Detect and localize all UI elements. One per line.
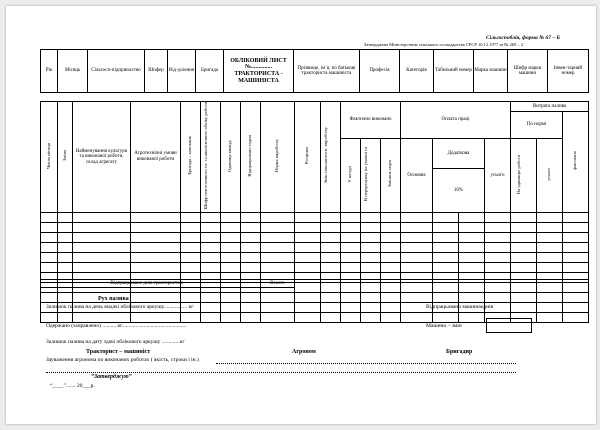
doc-title-line1: ОБЛІКОВИЙ ЛИСТ bbox=[230, 57, 287, 64]
table-cell[interactable] bbox=[381, 242, 401, 252]
table-cell[interactable] bbox=[181, 312, 201, 322]
approval-date: “____”....... 20___р. bbox=[50, 383, 95, 389]
hdr-zmin: Змін сільськогосп. виробітку bbox=[322, 127, 328, 184]
table-cell[interactable] bbox=[321, 222, 341, 232]
table-cell[interactable] bbox=[341, 222, 361, 232]
hdr-usogo2: усього bbox=[546, 167, 552, 181]
table-cell[interactable] bbox=[511, 292, 537, 302]
table-cell[interactable] bbox=[261, 222, 295, 232]
table-cell[interactable] bbox=[261, 312, 295, 322]
table-cell[interactable] bbox=[58, 232, 73, 242]
table-cell[interactable] bbox=[433, 222, 459, 232]
table-cell[interactable] bbox=[241, 262, 261, 272]
table-cell[interactable] bbox=[295, 232, 321, 242]
table-cell[interactable] bbox=[381, 292, 401, 302]
approval-note: Затверджена Міністерством сільського господарства СРСР 10.12.1977 за № 269 – 2 bbox=[364, 42, 524, 47]
table-cell[interactable] bbox=[221, 262, 241, 272]
table-cell[interactable] bbox=[261, 302, 295, 312]
table-cell[interactable] bbox=[401, 262, 433, 272]
table-cell[interactable] bbox=[563, 222, 589, 232]
table-cell[interactable] bbox=[381, 262, 401, 272]
table-cell[interactable] bbox=[361, 262, 381, 272]
table-cell[interactable] bbox=[321, 252, 341, 262]
table-cell[interactable] bbox=[131, 262, 181, 272]
table-cell[interactable] bbox=[241, 292, 261, 302]
form-name: Сільгоспоблік, форма № 67 – Б bbox=[486, 35, 561, 41]
hdr-osnovna: Основна bbox=[401, 138, 433, 212]
top-col-marka: Марка машини bbox=[474, 50, 508, 93]
table-cell[interactable] bbox=[341, 242, 361, 252]
table-cell[interactable] bbox=[563, 212, 589, 222]
table-cell[interactable] bbox=[181, 222, 201, 232]
table-cell[interactable] bbox=[41, 212, 58, 222]
table-cell[interactable] bbox=[381, 212, 401, 222]
table-cell[interactable] bbox=[201, 242, 221, 252]
hdr-bryg: Бригада – замовник bbox=[187, 136, 193, 176]
table-cell[interactable] bbox=[537, 252, 563, 262]
machine-shifts: Машино – змін bbox=[426, 323, 462, 329]
table-cell[interactable] bbox=[459, 242, 485, 252]
table-cell[interactable] bbox=[221, 302, 241, 312]
table-cell[interactable] bbox=[433, 232, 459, 242]
top-col-inv: Інвен-тарний номер bbox=[548, 50, 589, 93]
top-col-shofer: Шофер bbox=[145, 50, 168, 93]
table-cell[interactable] bbox=[181, 262, 201, 272]
sig-agronom: Агроном bbox=[292, 349, 316, 355]
table-cell[interactable] bbox=[261, 292, 295, 302]
table-cell[interactable] bbox=[341, 292, 361, 302]
top-col-viddil: Від-ділення bbox=[168, 50, 196, 93]
table-cell[interactable] bbox=[221, 252, 241, 262]
table-cell[interactable] bbox=[295, 212, 321, 222]
table-cell[interactable] bbox=[459, 292, 485, 302]
table-cell[interactable] bbox=[241, 212, 261, 222]
hdr-fakt: Фактично виконано bbox=[341, 102, 401, 139]
hdr-shyfr: Шифр синтетичного сл. та аналітичного обліку роботи bbox=[202, 102, 208, 210]
table-cell[interactable] bbox=[73, 212, 131, 222]
table-cell[interactable] bbox=[131, 312, 181, 322]
table-cell[interactable] bbox=[341, 212, 361, 222]
hdr-oplata: Оплата праці bbox=[401, 102, 511, 139]
table-cell[interactable] bbox=[131, 242, 181, 252]
table-cell[interactable] bbox=[241, 302, 261, 312]
top-col-misyats: Місяць bbox=[58, 50, 88, 93]
fuel-title: Рух палива bbox=[98, 296, 129, 302]
table-cell[interactable] bbox=[459, 262, 485, 272]
table-cell[interactable] bbox=[321, 232, 341, 242]
hdr-vidprac: Відпрацьовано годин bbox=[247, 134, 253, 177]
main-table bbox=[40, 101, 589, 323]
table-cell[interactable] bbox=[131, 232, 181, 242]
table-cell[interactable] bbox=[201, 302, 221, 312]
table-cell[interactable] bbox=[341, 312, 361, 322]
table-cell[interactable] bbox=[537, 302, 563, 312]
table-cell[interactable] bbox=[459, 222, 485, 232]
table-cell[interactable] bbox=[73, 262, 131, 272]
table-cell[interactable] bbox=[41, 262, 58, 272]
hdr-10: 10% bbox=[433, 169, 485, 213]
table-cell[interactable] bbox=[459, 312, 485, 322]
table-row bbox=[41, 262, 589, 272]
table-cell[interactable] bbox=[401, 292, 433, 302]
table-cell[interactable] bbox=[341, 232, 361, 242]
document-page bbox=[6, 6, 596, 424]
table-cell[interactable] bbox=[221, 222, 241, 232]
table-cell[interactable] bbox=[73, 232, 131, 242]
table-cell[interactable] bbox=[241, 232, 261, 242]
table-cell[interactable] bbox=[261, 212, 295, 222]
table-cell[interactable] bbox=[321, 292, 341, 302]
machine-shifts-box[interactable] bbox=[486, 318, 532, 333]
hdr-name: Найменування культури та виконаної роботи, склад агрегату bbox=[73, 102, 131, 213]
table-cell[interactable] bbox=[58, 242, 73, 252]
table-cell[interactable] bbox=[459, 212, 485, 222]
hdr-data: Числа місяця bbox=[45, 142, 51, 169]
table-cell[interactable] bbox=[181, 232, 201, 242]
table-cell[interactable] bbox=[221, 232, 241, 242]
table-cell[interactable] bbox=[563, 312, 589, 322]
table-cell[interactable] bbox=[41, 242, 58, 252]
table-cell[interactable] bbox=[221, 312, 241, 322]
hdr-fakt-a: У натурі bbox=[347, 165, 353, 183]
table-cell[interactable] bbox=[321, 312, 341, 322]
table-cell[interactable] bbox=[201, 292, 221, 302]
table-cell[interactable] bbox=[295, 262, 321, 272]
table-cell[interactable] bbox=[41, 232, 58, 242]
table-cell[interactable] bbox=[361, 242, 381, 252]
table-cell[interactable] bbox=[41, 292, 58, 302]
doc-title-line3: ТРАКТОРИСТА - bbox=[234, 71, 283, 77]
doc-title-line2: №.............. bbox=[244, 64, 273, 71]
hdr-umovy: Агротехнічні умови виконаної роботи bbox=[131, 102, 181, 213]
table-cell[interactable] bbox=[41, 312, 58, 322]
table-cell[interactable] bbox=[341, 252, 361, 262]
table-cell[interactable] bbox=[131, 252, 181, 262]
table-cell[interactable] bbox=[241, 222, 261, 232]
footer-worked-days: Відпрацьовано днів трактористом bbox=[73, 280, 221, 288]
hdr-fakt-c: Змінних норм bbox=[387, 160, 393, 188]
table-cell[interactable] bbox=[131, 212, 181, 222]
table-cell[interactable] bbox=[401, 232, 433, 242]
table-cell[interactable] bbox=[341, 262, 361, 272]
table-cell[interactable] bbox=[485, 262, 511, 272]
hdr-zmina: Зміна bbox=[61, 150, 67, 162]
hdr-vytraty: Витрата палива bbox=[511, 102, 589, 112]
table-cell[interactable] bbox=[73, 242, 131, 252]
sig-bryhadyr: Бригадир bbox=[446, 349, 473, 355]
table-cell[interactable] bbox=[58, 252, 73, 262]
hdr-norma: Норма виробітку bbox=[274, 139, 280, 173]
fuel-remain-issue: Залишок палива на день видачі облікового аркушу................. кг bbox=[46, 304, 194, 310]
table-cell[interactable] bbox=[537, 212, 563, 222]
table-cell[interactable] bbox=[401, 252, 433, 262]
table-cell[interactable] bbox=[321, 302, 341, 312]
table-cell[interactable] bbox=[58, 312, 73, 322]
table-row bbox=[41, 242, 589, 252]
machine-days: Відпрацьовано машинаоднів bbox=[426, 304, 494, 310]
table-cell[interactable] bbox=[41, 222, 58, 232]
table-cell[interactable] bbox=[563, 302, 589, 312]
table-cell[interactable] bbox=[361, 212, 381, 222]
table-cell[interactable] bbox=[459, 252, 485, 262]
table-cell[interactable] bbox=[321, 262, 341, 272]
table-cell[interactable] bbox=[261, 232, 295, 242]
hdr-usogo: усього bbox=[485, 138, 511, 212]
table-cell[interactable] bbox=[511, 252, 537, 262]
table-cell[interactable] bbox=[537, 242, 563, 252]
table-cell[interactable] bbox=[241, 252, 261, 262]
table-cell[interactable] bbox=[381, 222, 401, 232]
table-cell[interactable] bbox=[563, 262, 589, 272]
table-cell[interactable] bbox=[295, 302, 321, 312]
top-col-bryhada: Бригада bbox=[196, 50, 224, 93]
table-cell[interactable] bbox=[511, 302, 537, 312]
table-row bbox=[41, 232, 589, 242]
table-cell[interactable] bbox=[361, 222, 381, 232]
fuel-remain-return: Залишок палива на дату здачі облікового аркушу .............кг bbox=[46, 339, 185, 345]
doc-title-line4: МАШИНІСТА bbox=[238, 77, 279, 84]
table-cell[interactable] bbox=[201, 312, 221, 322]
table-cell[interactable] bbox=[381, 302, 401, 312]
top-col-kategoriya: Категорія bbox=[400, 50, 434, 93]
doc-title bbox=[224, 50, 294, 93]
table-cell[interactable] bbox=[201, 262, 221, 272]
top-col-shyfr: Шифр марки машини bbox=[508, 50, 548, 93]
table-cell[interactable] bbox=[511, 212, 537, 222]
fuel-received: Одержано (заправлено) .......... кг............................................... bbox=[46, 323, 187, 329]
table-cell[interactable] bbox=[433, 262, 459, 272]
table-cell[interactable] bbox=[131, 292, 181, 302]
table-cell[interactable] bbox=[485, 292, 511, 302]
table-cell[interactable] bbox=[73, 312, 131, 322]
table-cell[interactable] bbox=[563, 252, 589, 262]
table-cell[interactable] bbox=[485, 212, 511, 222]
table-cell[interactable] bbox=[563, 292, 589, 302]
hdr-faktychno: фактично bbox=[572, 151, 578, 171]
hdr-po-normi: По нормі bbox=[511, 112, 563, 139]
table-cell[interactable] bbox=[201, 222, 221, 232]
table-cell[interactable] bbox=[361, 232, 381, 242]
table-cell[interactable] bbox=[261, 262, 295, 272]
sig-tractor: Тракторист – машиніст bbox=[86, 349, 151, 355]
table-cell[interactable] bbox=[401, 242, 433, 252]
table-row bbox=[41, 222, 589, 232]
table-cell[interactable] bbox=[73, 252, 131, 262]
table-cell[interactable] bbox=[295, 242, 321, 252]
table-cell[interactable] bbox=[433, 212, 459, 222]
remarks-line-2[interactable] bbox=[46, 372, 516, 373]
table-cell[interactable] bbox=[537, 262, 563, 272]
agronom-remarks: Зауваження агронома по виконаних роботах ( якість, строки і ін.) bbox=[46, 357, 199, 363]
table-row bbox=[41, 212, 589, 222]
hdr-rozc: Розцінка bbox=[304, 147, 310, 165]
table-cell[interactable] bbox=[201, 252, 221, 262]
table-cell[interactable] bbox=[381, 252, 401, 262]
table-cell[interactable] bbox=[563, 232, 589, 242]
table-cell[interactable] bbox=[201, 212, 221, 222]
hdr-dodatkova: Додаткова bbox=[433, 138, 485, 168]
table-cell[interactable] bbox=[511, 232, 537, 242]
table-cell[interactable] bbox=[181, 242, 201, 252]
table-cell[interactable] bbox=[181, 212, 201, 222]
table-row bbox=[41, 252, 589, 262]
table-cell[interactable] bbox=[401, 312, 433, 322]
top-col-tabel: Табельний номер bbox=[434, 50, 474, 93]
approved-label: “Затверджую” bbox=[91, 374, 132, 380]
table-cell[interactable] bbox=[381, 312, 401, 322]
table-cell[interactable] bbox=[361, 312, 381, 322]
hdr-fakt-b: В перерахунку на умовні га bbox=[362, 147, 368, 202]
table-cell[interactable] bbox=[58, 222, 73, 232]
top-col-rik: Рік bbox=[41, 50, 58, 93]
table-cell[interactable] bbox=[295, 292, 321, 302]
table-cell[interactable] bbox=[295, 312, 321, 322]
table-cell[interactable] bbox=[485, 232, 511, 242]
table-cell[interactable] bbox=[295, 252, 321, 262]
table-cell[interactable] bbox=[181, 292, 201, 302]
top-col-pib: Прізвище, ім`я, по батькові тракториста машиніста bbox=[294, 50, 360, 93]
table-cell[interactable] bbox=[485, 252, 511, 262]
table-cell[interactable] bbox=[241, 312, 261, 322]
table-cell[interactable] bbox=[511, 242, 537, 252]
table-cell[interactable] bbox=[321, 212, 341, 222]
table-cell[interactable] bbox=[261, 252, 295, 262]
hdr-odyn: Одиниця виміру bbox=[227, 139, 233, 172]
footer-total: Всього bbox=[261, 280, 295, 288]
table-cell[interactable] bbox=[361, 252, 381, 262]
top-table bbox=[40, 49, 589, 93]
table-cell[interactable] bbox=[261, 242, 295, 252]
table-cell[interactable] bbox=[433, 292, 459, 302]
table-cell[interactable] bbox=[563, 242, 589, 252]
table-cell[interactable] bbox=[221, 242, 241, 252]
table-cell[interactable] bbox=[58, 212, 73, 222]
table-cell[interactable] bbox=[73, 222, 131, 232]
table-cell[interactable] bbox=[41, 252, 58, 262]
table-cell[interactable] bbox=[401, 222, 433, 232]
table-cell[interactable] bbox=[58, 292, 73, 302]
main-table-footer bbox=[40, 279, 589, 288]
table-cell[interactable] bbox=[537, 292, 563, 302]
table-cell[interactable] bbox=[511, 262, 537, 272]
table-cell[interactable] bbox=[537, 222, 563, 232]
table-cell[interactable] bbox=[361, 292, 381, 302]
table-cell[interactable] bbox=[221, 292, 241, 302]
table-cell[interactable] bbox=[201, 232, 221, 242]
table-cell[interactable] bbox=[537, 312, 563, 322]
table-cell[interactable] bbox=[485, 222, 511, 232]
table-cell[interactable] bbox=[433, 252, 459, 262]
table-cell[interactable] bbox=[131, 222, 181, 232]
table-cell[interactable] bbox=[381, 232, 401, 242]
remarks-line-1[interactable] bbox=[216, 363, 516, 364]
table-cell[interactable] bbox=[433, 312, 459, 322]
table-cell[interactable] bbox=[459, 232, 485, 242]
table-cell[interactable] bbox=[511, 222, 537, 232]
hdr-na-odyn: На одиницю роботи bbox=[515, 154, 521, 194]
table-cell[interactable] bbox=[221, 212, 241, 222]
table-cell[interactable] bbox=[321, 242, 341, 252]
table-cell[interactable] bbox=[181, 252, 201, 262]
top-col-profesiya: Професія bbox=[360, 50, 400, 93]
table-cell[interactable] bbox=[241, 242, 261, 252]
table-cell[interactable] bbox=[58, 262, 73, 272]
table-cell[interactable] bbox=[401, 212, 433, 222]
top-col-pidpr: Сільгосп-підприємство bbox=[88, 50, 145, 93]
table-cell[interactable] bbox=[341, 302, 361, 312]
table-cell[interactable] bbox=[537, 232, 563, 242]
table-cell[interactable] bbox=[361, 302, 381, 312]
table-cell[interactable] bbox=[295, 222, 321, 232]
table-cell[interactable] bbox=[433, 242, 459, 252]
table-cell[interactable] bbox=[485, 242, 511, 252]
